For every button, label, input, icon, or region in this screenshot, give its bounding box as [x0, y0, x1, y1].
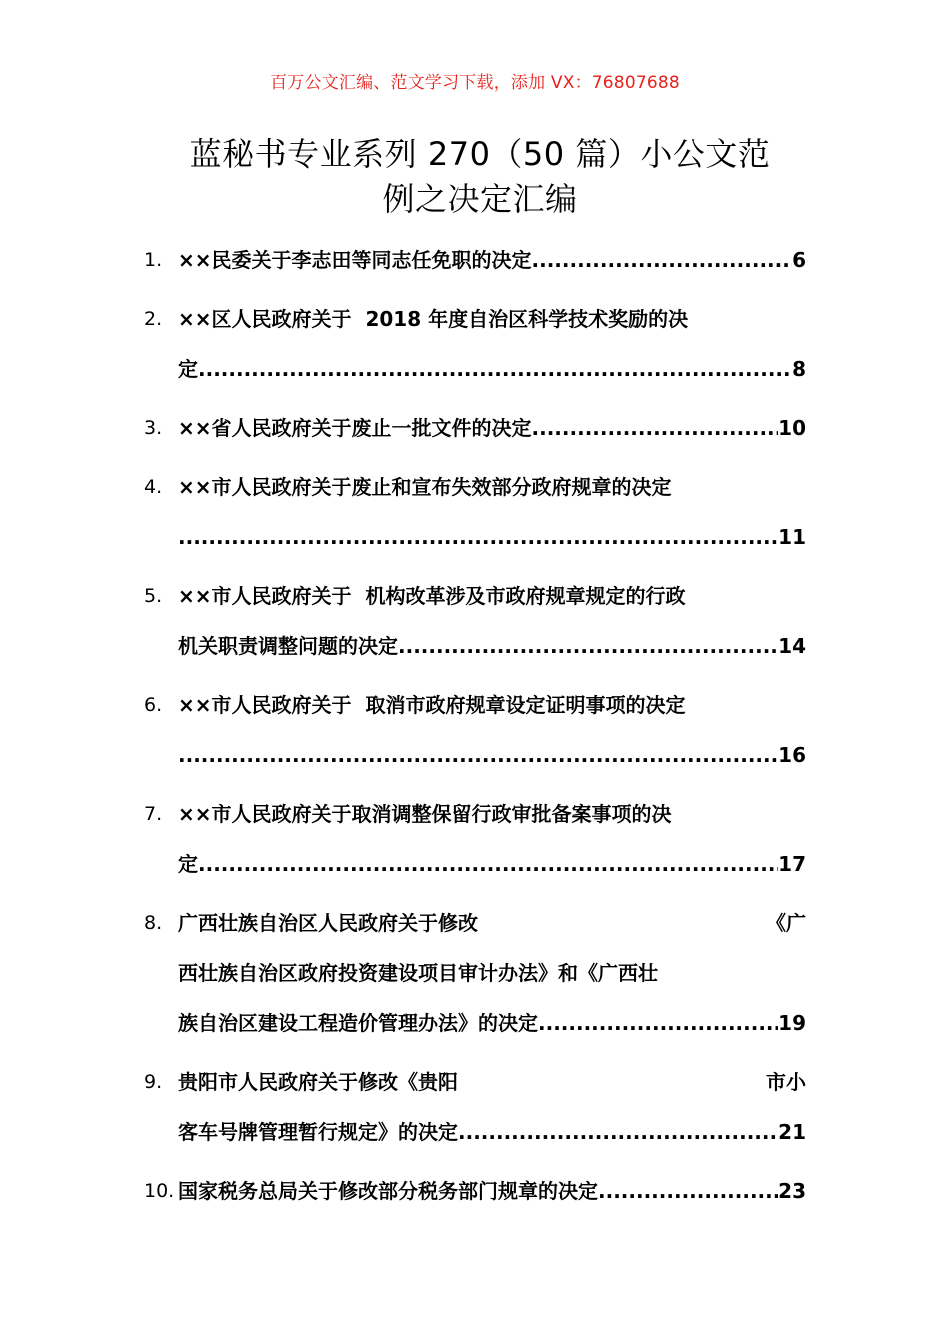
toc-entry-text: 西壮族自治区政府投资建设项目审计办法》和《广西壮 [178, 961, 658, 985]
toc-number: 2. [144, 308, 163, 330]
toc-entry-text: ××市人民政府关于废止和宣布失效部分政府规章的决定 [178, 475, 672, 499]
toc-page-number: 14 [778, 634, 806, 658]
toc-entry-text: ××省人民政府关于废止一批文件的决定 [178, 416, 532, 440]
toc-item-3[interactable] [178, 410, 806, 446]
toc-item-10[interactable] [178, 1173, 806, 1209]
toc-entry-text: 族自治区建设工程造价管理办法》的决定 [178, 1011, 538, 1035]
toc-number: 5. [144, 585, 163, 607]
toc-entry-text: 定 [178, 357, 198, 381]
toc-item-7[interactable] [178, 796, 806, 832]
toc-leader-dots [538, 1005, 778, 1041]
toc-number: 1. [144, 249, 163, 271]
toc-item-9-cont[interactable] [178, 1114, 806, 1150]
toc-item-5[interactable] [178, 578, 806, 614]
toc-page-number: 16 [778, 743, 806, 767]
toc-item-6[interactable] [178, 687, 806, 723]
toc-number: 8. [144, 912, 163, 934]
toc-number: 6. [144, 694, 163, 716]
toc-leader-dots [198, 351, 792, 387]
toc-page-number: 8 [792, 357, 806, 381]
toc-item-9[interactable] [178, 1064, 806, 1100]
toc-item-4-cont[interactable] [178, 519, 806, 555]
toc-item-6-cont[interactable] [178, 737, 806, 773]
toc-entry-text: 机关职责调整问题的决定 [178, 634, 398, 658]
toc-item-8[interactable] [178, 905, 806, 941]
toc-entry-text: 定 [178, 852, 198, 876]
toc-number: 10. [144, 1180, 175, 1202]
toc-leader-dots [458, 1114, 778, 1150]
toc-item-8-cont[interactable] [178, 955, 806, 991]
toc-item-8-cont2[interactable] [178, 1005, 806, 1041]
toc-page-number: 23 [778, 1179, 806, 1203]
toc-entry-text: ××民委关于李志田等同志任免职的决定 [178, 248, 532, 272]
document-title [140, 132, 820, 222]
toc-page-number: 17 [778, 852, 806, 876]
toc-entry-text: ××市人民政府关于 机构改革涉及市政府规章规定的行政 [178, 584, 686, 608]
toc-entry-text: 国家税务总局关于修改部分税务部门规章的决定 [178, 1179, 598, 1203]
toc-item-7-cont[interactable] [178, 846, 806, 882]
toc-page-number: 11 [778, 525, 806, 549]
toc-page-number: 10 [778, 416, 806, 440]
title-line-2: 例之决定汇编 [382, 180, 578, 218]
header-banner: 百万公文汇编、范文学习下载，添加 VX：76807688 [270, 73, 680, 93]
toc-leader-dots [198, 846, 778, 882]
toc-number: 4. [144, 476, 163, 498]
toc-leader-dots [398, 628, 778, 664]
toc-entry-text: 客车号牌管理暂行规定》的决定 [178, 1120, 458, 1144]
toc-leader-dots [178, 519, 778, 555]
toc-leader-dots [598, 1173, 778, 1209]
toc-page-number: 21 [778, 1120, 806, 1144]
toc-item-5-cont[interactable] [178, 628, 806, 664]
toc-number: 3. [144, 417, 163, 439]
toc-page-number: 6 [792, 248, 806, 272]
title-line-1: 蓝秘书专业系列 270（50 篇）小公文范 [189, 135, 771, 173]
toc-entry-text-right: 市小 [766, 1070, 806, 1094]
toc-page-number: 19 [778, 1011, 806, 1035]
toc-entry-text: 贵阳市人民政府关于修改《贵阳 [178, 1070, 458, 1094]
toc-entry-text: 广西壮族自治区人民政府关于修改 [178, 911, 478, 935]
toc-entry-text: ××市人民政府关于 取消市政府规章设定证明事项的决定 [178, 693, 686, 717]
toc-leader-dots [178, 737, 778, 773]
toc-item-2-cont[interactable] [178, 351, 806, 387]
toc-item-1[interactable] [178, 242, 806, 278]
toc-entry-text-right: 《广 [766, 911, 806, 935]
toc-leader-dots [532, 242, 793, 278]
toc-number: 7. [144, 803, 163, 825]
toc-item-4[interactable] [178, 469, 806, 505]
toc-item-2[interactable] [178, 301, 806, 337]
toc-entry-text: ××区人民政府关于 2018 年度自治区科学技术奖励的决 [178, 307, 689, 331]
toc-leader-dots [532, 410, 779, 446]
toc-number: 9. [144, 1071, 163, 1093]
toc-entry-text: ××市人民政府关于取消调整保留行政审批备案事项的决 [178, 802, 672, 826]
